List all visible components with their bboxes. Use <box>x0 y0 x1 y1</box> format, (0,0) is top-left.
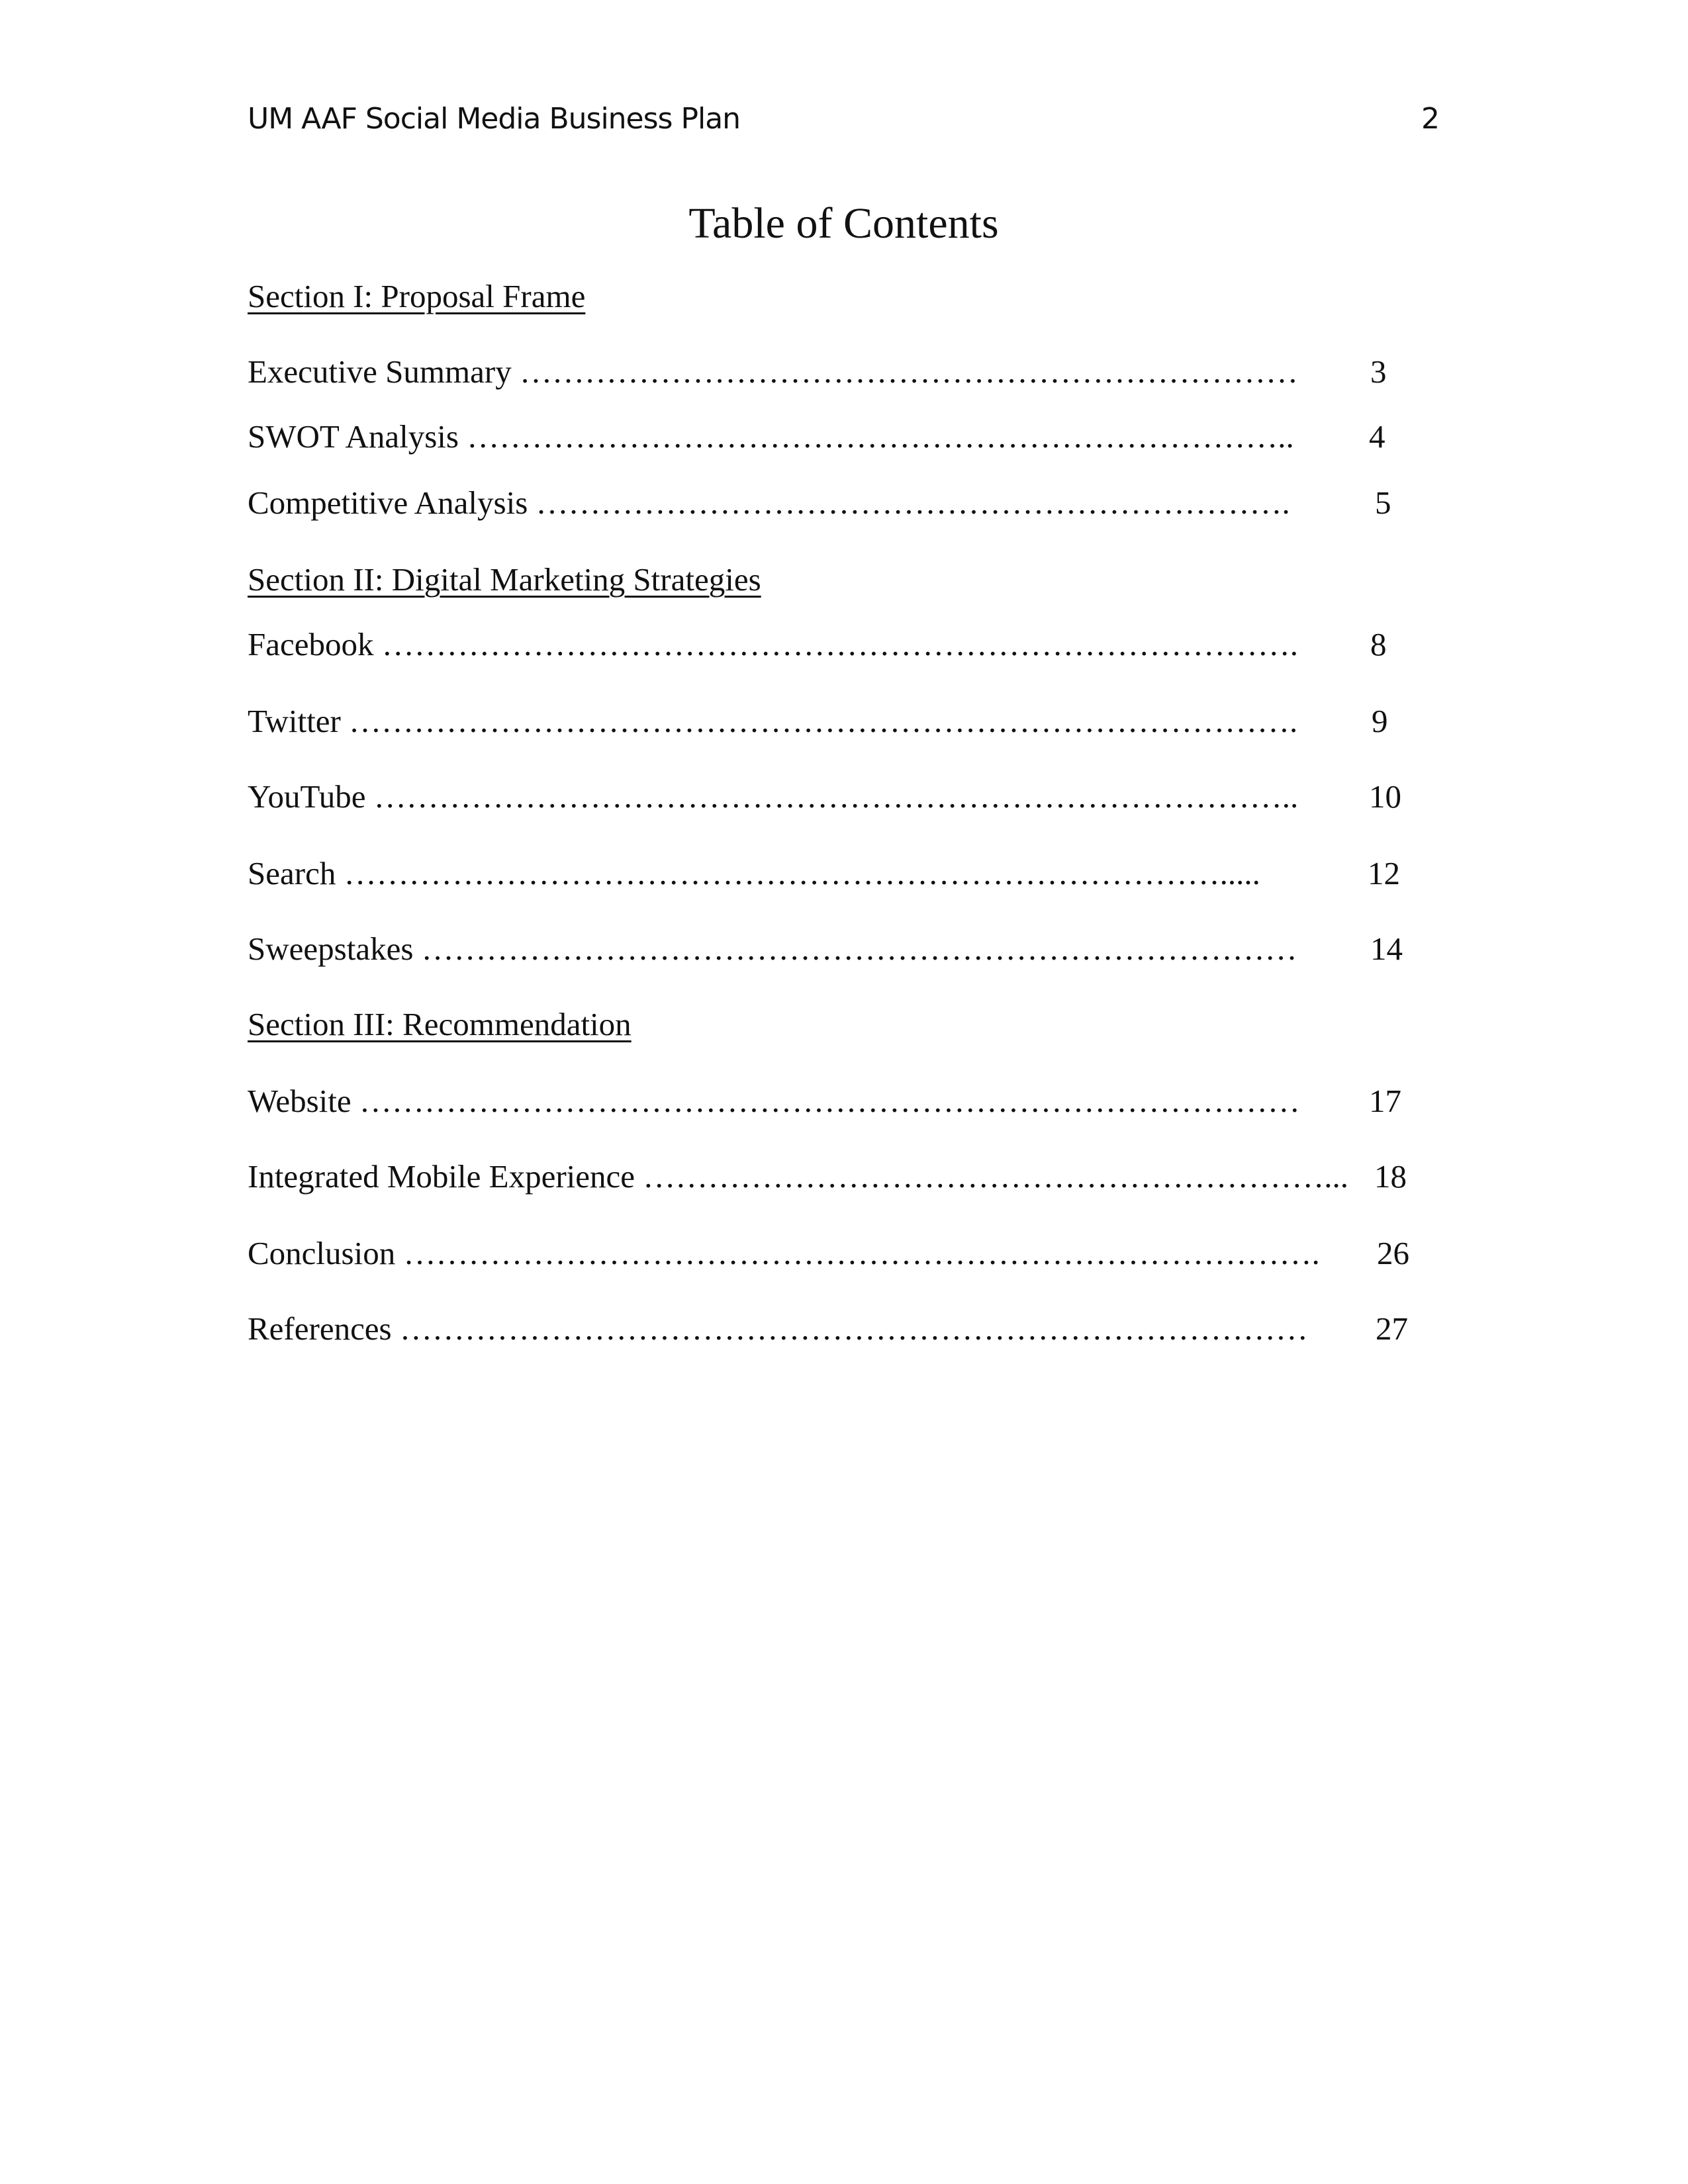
toc-page-twitter: 9 <box>1372 703 1388 739</box>
toc-entry-competitive-analysis: Competitive Analysis ……………………………………………………………. <box>248 484 1290 521</box>
toc-entry-references: References ………………………………………………………………………… <box>248 1310 1308 1347</box>
toc-entry-sweepstakes: Sweepstakes ……………………………………………………………………… <box>248 931 1297 967</box>
toc-page-integrated-mobile-experience: 18 <box>1374 1158 1407 1195</box>
toc-entry-executive-summary: Executive Summary ……………………………………………………………… <box>248 353 1298 390</box>
toc-entry-youtube: YouTube ………………………………………………………………………….. <box>248 778 1299 815</box>
toc-page-website: 17 <box>1369 1083 1401 1119</box>
toc-page-executive-summary: 3 <box>1370 353 1387 390</box>
section-heading-recommendation: Section III: Recommendation <box>248 1006 632 1042</box>
toc-entry-conclusion: Conclusion …………………………………………………………………………. <box>248 1235 1320 1271</box>
toc-page-competitive-analysis: 5 <box>1375 484 1391 521</box>
toc-page-search: 12 <box>1368 855 1400 891</box>
page-number: 2 <box>1421 102 1440 136</box>
toc-entry-swot-analysis: SWOT Analysis ………………………………………………………………….. <box>248 418 1294 455</box>
toc-entry-website: Website …………………………………………………………………………… <box>248 1083 1300 1119</box>
toc-entry-facebook: Facebook …………………………………………………………………………. <box>248 626 1298 662</box>
running-header-title: UM AAF Social Media Business Plan <box>248 102 741 136</box>
toc-page-sweepstakes: 14 <box>1370 931 1403 967</box>
section-heading-proposal-frame: Section I: Proposal Frame <box>248 278 586 314</box>
toc-entry-search: Search ………………………………………………………………………..... <box>248 855 1260 891</box>
toc-page-swot-analysis: 4 <box>1369 418 1385 455</box>
toc-page-conclusion: 26 <box>1377 1235 1409 1271</box>
toc-page-facebook: 8 <box>1370 626 1387 662</box>
section-heading-digital-marketing-strategies: Section II: Digital Marketing Strategies <box>248 561 761 598</box>
toc-page-references: 27 <box>1376 1310 1408 1347</box>
toc-entry-twitter: Twitter ……………………………………………………………………………. <box>248 703 1298 739</box>
table-of-contents-title: Table of Contents <box>688 199 999 248</box>
toc-page-youtube: 10 <box>1369 778 1401 815</box>
toc-entry-integrated-mobile-experience: Integrated Mobile Experience ………………………………………………………... <box>248 1158 1349 1195</box>
